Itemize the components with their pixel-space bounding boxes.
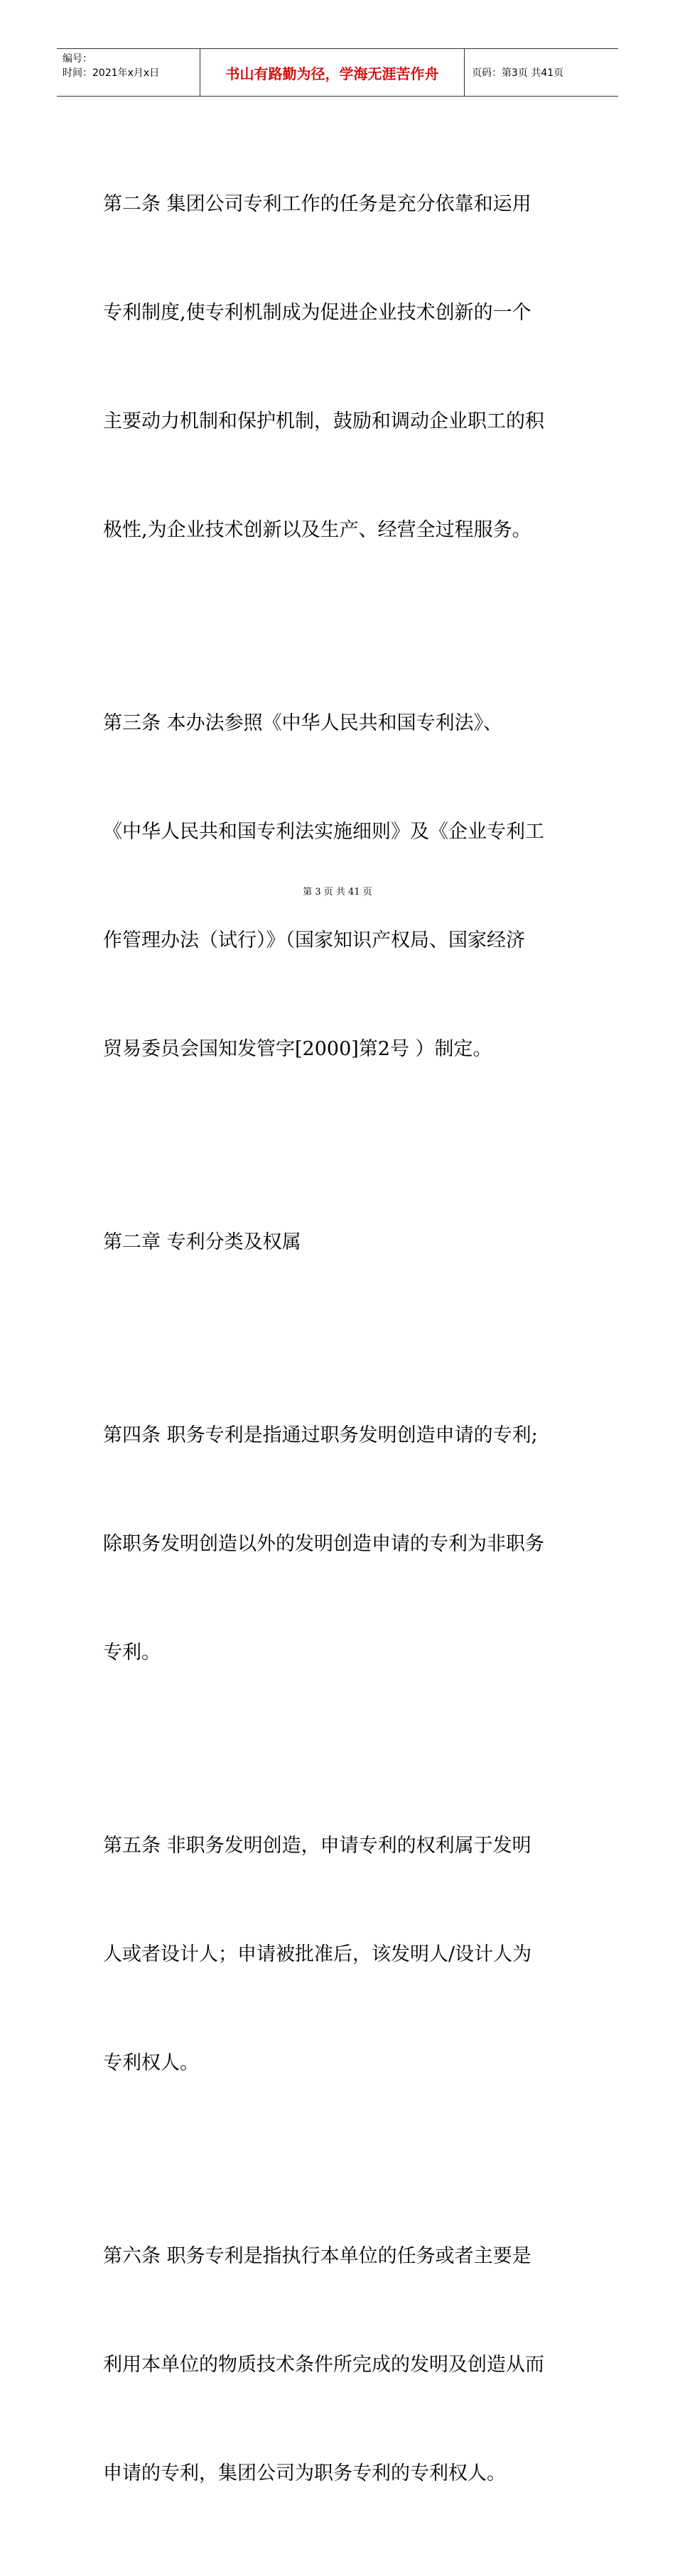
header-meta [57,49,200,96]
text-line: 专利制度,使专利机制成为促进企业技术创新的一个 [103,302,531,324]
text-line: 贸易委员会国知发管字[2000]第2号 ）制定。 [103,1038,492,1060]
text-line: 第四条 职务专利是指通过职务发明创造申请的专利; [103,1424,538,1446]
text-line: 第二章 专利分类及权属 [103,1231,301,1253]
document-time-label: 时间：2021年x月x日 [63,67,160,79]
text-line: 除职务发明创造以外的发明创造申请的专利为非职务 [103,1533,544,1555]
text-line: 作管理办法（试行）》（国家知识产权局、国家经济 [103,929,525,951]
article-5 [103,1755,586,2154]
text-line: 专利权人。 [103,2052,199,2074]
text-line: 申请的专利，集团公司为职务专利的专利权人。 [103,2462,506,2484]
text-line: 极性,为企业技术创新以及生产、经营全过程服务。 [103,519,531,541]
text-line: 主要动力机制和保护机制，鼓励和调动企业职工的积 [103,410,544,432]
text-line: 利用本单位的物质技术条件所完成的发明及创造从而 [103,2354,544,2376]
chapter-2-heading [103,1152,586,1333]
text-line: 人或者设计人；申请被批准后，该发明人/设计人为 [103,1943,532,1965]
header-page-info: 页码：第3页 共41页 [472,67,564,79]
header-motto: 书山有路勤为径，学海无涯苦作舟 [200,49,465,96]
document-body [103,114,586,2576]
article-6 [103,2166,586,2564]
text-line: 专利。 [103,1642,161,1664]
article-2 [103,114,586,621]
text-line: 第三条 本办法参照《中华人民共和国专利法》、 [103,712,503,734]
text-line: 第六条 职务专利是指执行本单位的任务或者主要是 [103,2245,531,2267]
page-footer: 第 3 页 共 41 页 [303,887,372,897]
article-4 [103,1345,586,1743]
page-header [57,48,618,97]
document-number-label: 编号： [63,53,92,65]
text-line: 第五条 非职务发明创造，申请专利的权利属于发明 [103,1835,531,1857]
text-line: 《中华人民共和国专利法实施细则》及《企业专利工 [103,821,544,843]
text-line: 第二条 集团公司专利工作的任务是充分依靠和运用 [103,193,531,215]
